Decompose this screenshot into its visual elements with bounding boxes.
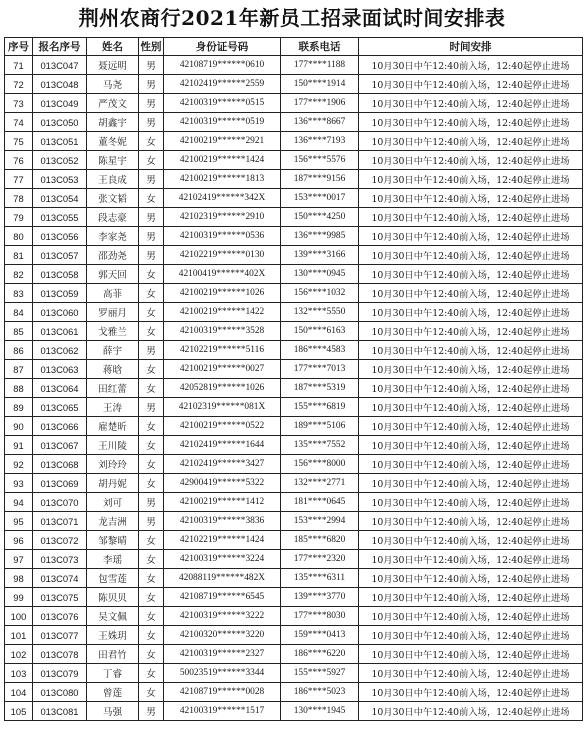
registration-code-cell: 013C080	[33, 683, 87, 702]
candidate-name-cell: 曾莲	[87, 683, 139, 702]
candidate-name-cell: 段志豪	[87, 208, 139, 227]
phone-number-cell: 136****8667	[281, 113, 359, 132]
table-row	[5, 436, 583, 455]
header-no: 序号	[5, 38, 33, 56]
time-arrangement-cell: 10月30日中午12:40前入场，12:40起停止进场	[359, 455, 583, 474]
phone-number-cell: 130****0945	[281, 265, 359, 284]
phone-number-cell: 153****0017	[281, 189, 359, 208]
id-number-cell: 42100319******3836	[164, 512, 281, 531]
row-number-cell: 92	[5, 455, 33, 474]
id-number-cell: 42102419******1644	[164, 436, 281, 455]
time-arrangement-cell: 10月30日中午12:40前入场，12:40起停止进场	[359, 113, 583, 132]
registration-code-cell: 013C073	[33, 550, 87, 569]
time-arrangement-cell: 10月30日中午12:40前入场，12:40起停止进场	[359, 170, 583, 189]
gender-cell: 男	[139, 398, 164, 417]
table-row	[5, 626, 583, 645]
table-row	[5, 550, 583, 569]
gender-cell: 女	[139, 189, 164, 208]
registration-code-cell: 013C071	[33, 512, 87, 531]
registration-code-cell: 013C075	[33, 588, 87, 607]
registration-code-cell: 013C053	[33, 170, 87, 189]
table-row	[5, 417, 583, 436]
phone-number-cell: 136****9985	[281, 227, 359, 246]
gender-cell: 男	[139, 56, 164, 75]
registration-code-cell: 013C048	[33, 75, 87, 94]
table-row	[5, 512, 583, 531]
phone-number-cell: 189****5106	[281, 417, 359, 436]
id-number-cell: 42052819******1026	[164, 379, 281, 398]
row-number-cell: 101	[5, 626, 33, 645]
candidate-name-cell: 李家尧	[87, 227, 139, 246]
gender-cell: 女	[139, 360, 164, 379]
time-arrangement-cell: 10月30日中午12:40前入场，12:40起停止进场	[359, 474, 583, 493]
id-number-cell: 42102419******3427	[164, 455, 281, 474]
phone-number-cell: 177****1906	[281, 94, 359, 113]
time-arrangement-cell: 10月30日中午12:40前入场，12:40起停止进场	[359, 626, 583, 645]
registration-code-cell: 013C060	[33, 303, 87, 322]
registration-code-cell: 013C051	[33, 132, 87, 151]
candidate-name-cell: 刘玲玲	[87, 455, 139, 474]
candidate-name-cell: 胡丹妮	[87, 474, 139, 493]
candidate-name-cell: 包雪莲	[87, 569, 139, 588]
time-arrangement-cell: 10月30日中午12:40前入场，12:40起停止进场	[359, 75, 583, 94]
table-row	[5, 189, 583, 208]
header-code: 报名序号	[33, 38, 87, 56]
row-number-cell: 99	[5, 588, 33, 607]
candidate-name-cell: 聂远明	[87, 56, 139, 75]
phone-number-cell: 185****6820	[281, 531, 359, 550]
phone-number-cell: 150****1914	[281, 75, 359, 94]
candidate-name-cell: 丁睿	[87, 664, 139, 683]
id-number-cell: 42100319******2327	[164, 645, 281, 664]
gender-cell: 女	[139, 550, 164, 569]
time-arrangement-cell: 10月30日中午12:40前入场，12:40起停止进场	[359, 398, 583, 417]
phone-number-cell: 186****6220	[281, 645, 359, 664]
time-arrangement-cell: 10月30日中午12:40前入场，12:40起停止进场	[359, 189, 583, 208]
candidate-name-cell: 罗丽月	[87, 303, 139, 322]
id-number-cell: 42100219******0522	[164, 417, 281, 436]
row-number-cell: 87	[5, 360, 33, 379]
gender-cell: 女	[139, 607, 164, 626]
table-row	[5, 75, 583, 94]
registration-code-cell: 013C054	[33, 189, 87, 208]
table-row	[5, 379, 583, 398]
id-number-cell: 42102319******2910	[164, 208, 281, 227]
time-arrangement-cell: 10月30日中午12:40前入场，12:40起停止进场	[359, 569, 583, 588]
registration-code-cell: 013C061	[33, 322, 87, 341]
table-row	[5, 113, 583, 132]
gender-cell: 男	[139, 94, 164, 113]
registration-code-cell: 013C050	[33, 113, 87, 132]
gender-cell: 女	[139, 474, 164, 493]
time-arrangement-cell: 10月30日中午12:40前入场，12:40起停止进场	[359, 132, 583, 151]
table-row	[5, 588, 583, 607]
gender-cell: 女	[139, 683, 164, 702]
phone-number-cell: 156****5576	[281, 151, 359, 170]
candidate-name-cell: 邵劲尧	[87, 246, 139, 265]
time-arrangement-cell: 10月30日中午12:40前入场，12:40起停止进场	[359, 284, 583, 303]
phone-number-cell: 135****6311	[281, 569, 359, 588]
header-name: 姓名	[87, 38, 139, 56]
gender-cell: 男	[139, 170, 164, 189]
id-number-cell: 42100319******0536	[164, 227, 281, 246]
table-row	[5, 132, 583, 151]
id-number-cell: 50023519******3344	[164, 664, 281, 683]
row-number-cell: 98	[5, 569, 33, 588]
phone-number-cell: 177****8030	[281, 607, 359, 626]
id-number-cell: 42100219******1813	[164, 170, 281, 189]
candidate-name-cell: 张文韬	[87, 189, 139, 208]
phone-number-cell: 181****0645	[281, 493, 359, 512]
row-number-cell: 72	[5, 75, 33, 94]
time-arrangement-cell: 10月30日中午12:40前入场，12:40起停止进场	[359, 208, 583, 227]
candidate-name-cell: 王姝玥	[87, 626, 139, 645]
table-row	[5, 493, 583, 512]
candidate-name-cell: 胡鑫宇	[87, 113, 139, 132]
registration-code-cell: 013C057	[33, 246, 87, 265]
table-row	[5, 683, 583, 702]
phone-number-cell: 130****1945	[281, 702, 359, 721]
gender-cell: 女	[139, 151, 164, 170]
gender-cell: 女	[139, 531, 164, 550]
id-number-cell: 42102319******081X	[164, 398, 281, 417]
candidate-name-cell: 蒋晗	[87, 360, 139, 379]
phone-number-cell: 139****3166	[281, 246, 359, 265]
candidate-name-cell: 龙吉洲	[87, 512, 139, 531]
time-arrangement-cell: 10月30日中午12:40前入场，12:40起停止进场	[359, 607, 583, 626]
table-row	[5, 607, 583, 626]
time-arrangement-cell: 10月30日中午12:40前入场，12:40起停止进场	[359, 322, 583, 341]
gender-cell: 女	[139, 455, 164, 474]
time-arrangement-cell: 10月30日中午12:40前入场，12:40起停止进场	[359, 683, 583, 702]
table-row	[5, 322, 583, 341]
phone-number-cell: 177****2320	[281, 550, 359, 569]
phone-number-cell: 132****5550	[281, 303, 359, 322]
candidate-name-cell: 李瑶	[87, 550, 139, 569]
gender-cell: 女	[139, 284, 164, 303]
time-arrangement-cell: 10月30日中午12:40前入场，12:40起停止进场	[359, 645, 583, 664]
candidate-name-cell: 薛宇	[87, 341, 139, 360]
row-number-cell: 73	[5, 94, 33, 113]
row-number-cell: 81	[5, 246, 33, 265]
candidate-name-cell: 郭天回	[87, 265, 139, 284]
registration-code-cell: 013C076	[33, 607, 87, 626]
candidate-name-cell: 董冬妮	[87, 132, 139, 151]
table-row	[5, 151, 583, 170]
time-arrangement-cell: 10月30日中午12:40前入场，12:40起停止进场	[359, 512, 583, 531]
registration-code-cell: 013C058	[33, 265, 87, 284]
gender-cell: 男	[139, 702, 164, 721]
id-number-cell: 42100319******3222	[164, 607, 281, 626]
table-row	[5, 341, 583, 360]
table-row	[5, 265, 583, 284]
row-number-cell: 78	[5, 189, 33, 208]
gender-cell: 女	[139, 626, 164, 645]
registration-code-cell: 013C067	[33, 436, 87, 455]
registration-code-cell: 013C079	[33, 664, 87, 683]
candidate-name-cell: 田君竹	[87, 645, 139, 664]
time-arrangement-cell: 10月30日中午12:40前入场，12:40起停止进场	[359, 94, 583, 113]
candidate-name-cell: 马尧	[87, 75, 139, 94]
candidate-name-cell: 王涛	[87, 398, 139, 417]
gender-cell: 男	[139, 227, 164, 246]
id-number-cell: 42100219******1412	[164, 493, 281, 512]
candidate-name-cell: 刘可	[87, 493, 139, 512]
candidate-name-cell: 马强	[87, 702, 139, 721]
phone-number-cell: 186****5023	[281, 683, 359, 702]
id-number-cell: 42100419******402X	[164, 265, 281, 284]
candidate-name-cell: 陈贝贝	[87, 588, 139, 607]
table-row	[5, 227, 583, 246]
registration-code-cell: 013C070	[33, 493, 87, 512]
time-arrangement-cell: 10月30日中午12:40前入场，12:40起停止进场	[359, 550, 583, 569]
time-arrangement-cell: 10月30日中午12:40前入场，12:40起停止进场	[359, 303, 583, 322]
registration-code-cell: 013C069	[33, 474, 87, 493]
row-number-cell: 80	[5, 227, 33, 246]
table-row	[5, 645, 583, 664]
registration-code-cell: 013C081	[33, 702, 87, 721]
time-arrangement-cell: 10月30日中午12:40前入场，12:40起停止进场	[359, 588, 583, 607]
row-number-cell: 105	[5, 702, 33, 721]
row-number-cell: 97	[5, 550, 33, 569]
row-number-cell: 86	[5, 341, 33, 360]
gender-cell: 男	[139, 246, 164, 265]
row-number-cell: 71	[5, 56, 33, 75]
table-row	[5, 474, 583, 493]
phone-number-cell: 156****1032	[281, 284, 359, 303]
gender-cell: 女	[139, 645, 164, 664]
row-number-cell: 89	[5, 398, 33, 417]
row-number-cell: 90	[5, 417, 33, 436]
id-number-cell: 42100319******3528	[164, 322, 281, 341]
candidate-name-cell: 雇楚昕	[87, 417, 139, 436]
time-arrangement-cell: 10月30日中午12:40前入场，12:40起停止进场	[359, 360, 583, 379]
time-arrangement-cell: 10月30日中午12:40前入场，12:40起停止进场	[359, 265, 583, 284]
phone-number-cell: 153****2994	[281, 512, 359, 531]
header-id-number: 身份证号码	[164, 38, 281, 56]
phone-number-cell: 177****7013	[281, 360, 359, 379]
candidate-name-cell: 戈雅兰	[87, 322, 139, 341]
row-number-cell: 96	[5, 531, 33, 550]
row-number-cell: 75	[5, 132, 33, 151]
id-number-cell: 42100219******2921	[164, 132, 281, 151]
registration-code-cell: 013C059	[33, 284, 87, 303]
row-number-cell: 94	[5, 493, 33, 512]
row-number-cell: 82	[5, 265, 33, 284]
registration-code-cell: 013C047	[33, 56, 87, 75]
id-number-cell: 42102219******5116	[164, 341, 281, 360]
time-arrangement-cell: 10月30日中午12:40前入场，12:40起停止进场	[359, 417, 583, 436]
table-row	[5, 56, 583, 75]
gender-cell: 女	[139, 303, 164, 322]
time-arrangement-cell: 10月30日中午12:40前入场，12:40起停止进场	[359, 341, 583, 360]
candidate-name-cell: 王川陵	[87, 436, 139, 455]
phone-number-cell: 159****0413	[281, 626, 359, 645]
header-time: 时间安排	[359, 38, 583, 56]
id-number-cell: 42102219******1424	[164, 531, 281, 550]
candidate-name-cell: 高菲	[87, 284, 139, 303]
row-number-cell: 77	[5, 170, 33, 189]
gender-cell: 女	[139, 569, 164, 588]
row-number-cell: 100	[5, 607, 33, 626]
time-arrangement-cell: 10月30日中午12:40前入场，12:40起停止进场	[359, 531, 583, 550]
gender-cell: 女	[139, 132, 164, 151]
row-number-cell: 88	[5, 379, 33, 398]
phone-number-cell: 155****5927	[281, 664, 359, 683]
registration-code-cell: 013C056	[33, 227, 87, 246]
registration-code-cell: 013C072	[33, 531, 87, 550]
gender-cell: 女	[139, 322, 164, 341]
table-row	[5, 569, 583, 588]
gender-cell: 男	[139, 75, 164, 94]
table-row	[5, 284, 583, 303]
registration-code-cell: 013C055	[33, 208, 87, 227]
phone-number-cell: 136****7193	[281, 132, 359, 151]
row-number-cell: 79	[5, 208, 33, 227]
registration-code-cell: 013C066	[33, 417, 87, 436]
registration-code-cell: 013C064	[33, 379, 87, 398]
gender-cell: 男	[139, 113, 164, 132]
id-number-cell: 42100319******0515	[164, 94, 281, 113]
phone-number-cell: 150****6163	[281, 322, 359, 341]
registration-code-cell: 013C052	[33, 151, 87, 170]
registration-code-cell: 013C062	[33, 341, 87, 360]
time-arrangement-cell: 10月30日中午12:40前入场，12:40起停止进场	[359, 246, 583, 265]
phone-number-cell: 187****9156	[281, 170, 359, 189]
row-number-cell: 93	[5, 474, 33, 493]
time-arrangement-cell: 10月30日中午12:40前入场，12:40起停止进场	[359, 227, 583, 246]
id-number-cell: 42100320******3220	[164, 626, 281, 645]
table-row	[5, 360, 583, 379]
gender-cell: 女	[139, 265, 164, 284]
header-phone: 联系电话	[281, 38, 359, 56]
time-arrangement-cell: 10月30日中午12:40前入场，12:40起停止进场	[359, 664, 583, 683]
row-number-cell: 74	[5, 113, 33, 132]
table-row	[5, 702, 583, 721]
gender-cell: 女	[139, 436, 164, 455]
id-number-cell: 42900419******5322	[164, 474, 281, 493]
candidate-name-cell: 陈星宇	[87, 151, 139, 170]
id-number-cell: 42100219******1422	[164, 303, 281, 322]
candidate-name-cell: 王良成	[87, 170, 139, 189]
table-row	[5, 398, 583, 417]
time-arrangement-cell: 10月30日中午12:40前入场，12:40起停止进场	[359, 702, 583, 721]
row-number-cell: 95	[5, 512, 33, 531]
table-row	[5, 208, 583, 227]
id-number-cell: 42100219******1026	[164, 284, 281, 303]
id-number-cell: 42102419******2559	[164, 75, 281, 94]
phone-number-cell: 156****8000	[281, 455, 359, 474]
id-number-cell: 42100219******1424	[164, 151, 281, 170]
id-number-cell: 42108719******0610	[164, 56, 281, 75]
row-number-cell: 102	[5, 645, 33, 664]
id-number-cell: 42088119******482X	[164, 569, 281, 588]
registration-code-cell: 013C049	[33, 94, 87, 113]
id-number-cell: 42100319******1517	[164, 702, 281, 721]
table-row	[5, 246, 583, 265]
phone-number-cell: 139****3770	[281, 588, 359, 607]
row-number-cell: 84	[5, 303, 33, 322]
row-number-cell: 83	[5, 284, 33, 303]
id-number-cell: 42108719******0028	[164, 683, 281, 702]
gender-cell: 男	[139, 208, 164, 227]
id-number-cell: 42102419******342X	[164, 189, 281, 208]
phone-number-cell: 187****5319	[281, 379, 359, 398]
registration-code-cell: 013C077	[33, 626, 87, 645]
registration-code-cell: 013C078	[33, 645, 87, 664]
gender-cell: 女	[139, 664, 164, 683]
table-header-row	[5, 38, 583, 56]
table-row	[5, 531, 583, 550]
table-row	[5, 664, 583, 683]
phone-number-cell: 186****4583	[281, 341, 359, 360]
time-arrangement-cell: 10月30日中午12:40前入场，12:40起停止进场	[359, 56, 583, 75]
gender-cell: 女	[139, 379, 164, 398]
row-number-cell: 76	[5, 151, 33, 170]
gender-cell: 男	[139, 512, 164, 531]
time-arrangement-cell: 10月30日中午12:40前入场，12:40起停止进场	[359, 379, 583, 398]
page-title: 荆州农商行2021年新员工招录面试时间安排表	[78, 6, 506, 30]
table-row	[5, 170, 583, 189]
registration-code-cell: 013C065	[33, 398, 87, 417]
id-number-cell: 42100219******0027	[164, 360, 281, 379]
row-number-cell: 85	[5, 322, 33, 341]
phone-number-cell: 132****2771	[281, 474, 359, 493]
header-gender: 性别	[139, 38, 164, 56]
phone-number-cell: 135****7552	[281, 436, 359, 455]
registration-code-cell: 013C063	[33, 360, 87, 379]
registration-code-cell: 013C074	[33, 569, 87, 588]
phone-number-cell: 155****6819	[281, 398, 359, 417]
gender-cell: 男	[139, 341, 164, 360]
row-number-cell: 91	[5, 436, 33, 455]
time-arrangement-cell: 10月30日中午12:40前入场，12:40起停止进场	[359, 493, 583, 512]
candidate-name-cell: 邹黎晴	[87, 531, 139, 550]
candidate-name-cell: 吴文佩	[87, 607, 139, 626]
id-number-cell: 42100319******0519	[164, 113, 281, 132]
table-row	[5, 455, 583, 474]
id-number-cell: 42102219******0130	[164, 246, 281, 265]
time-arrangement-cell: 10月30日中午12:40前入场，12:40起停止进场	[359, 151, 583, 170]
id-number-cell: 42108719******6545	[164, 588, 281, 607]
gender-cell: 女	[139, 588, 164, 607]
schedule-table	[4, 37, 583, 721]
phone-number-cell: 150****4250	[281, 208, 359, 227]
table-row	[5, 303, 583, 322]
gender-cell: 女	[139, 417, 164, 436]
candidate-name-cell: 严茂文	[87, 94, 139, 113]
id-number-cell: 42100319******3224	[164, 550, 281, 569]
candidate-name-cell: 田红蕾	[87, 379, 139, 398]
phone-number-cell: 177****1188	[281, 56, 359, 75]
row-number-cell: 104	[5, 683, 33, 702]
gender-cell: 男	[139, 493, 164, 512]
table-row	[5, 94, 583, 113]
time-arrangement-cell: 10月30日中午12:40前入场，12:40起停止进场	[359, 436, 583, 455]
row-number-cell: 103	[5, 664, 33, 683]
registration-code-cell: 013C068	[33, 455, 87, 474]
